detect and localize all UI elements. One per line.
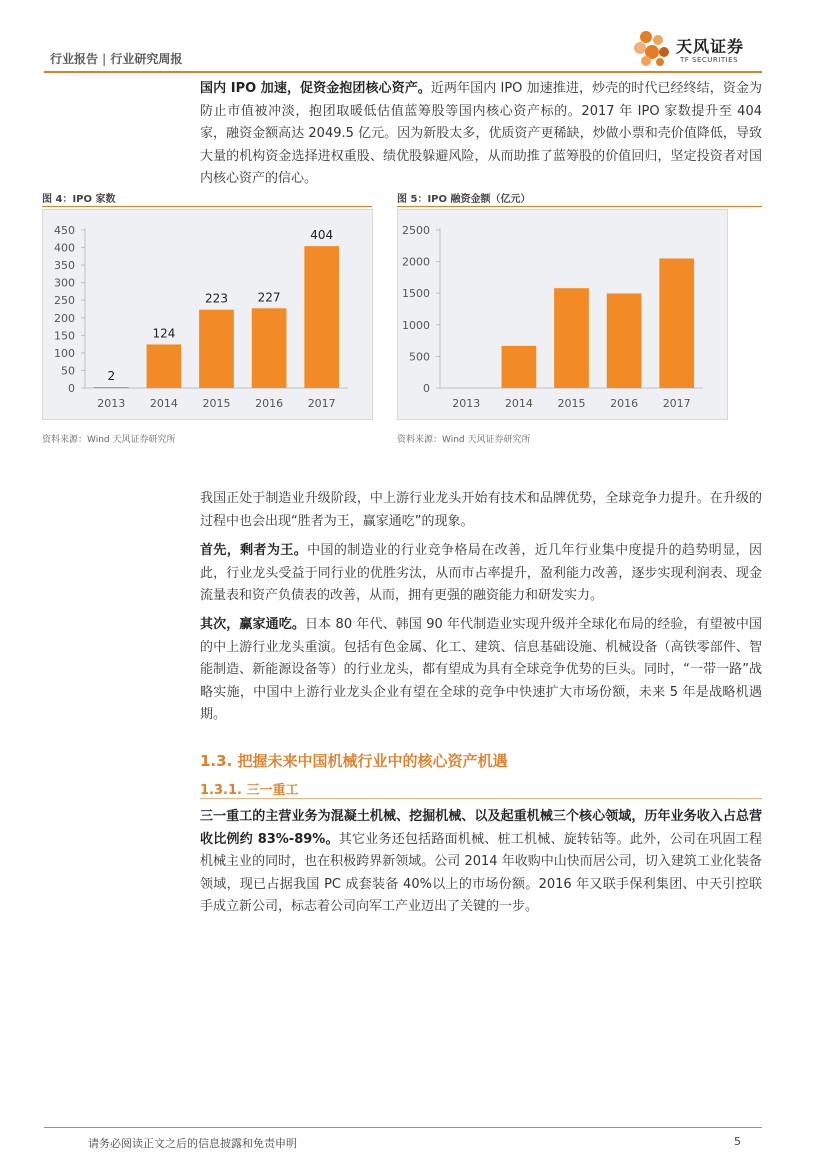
subsection-heading: 1.3.1. 三一重工 <box>200 783 299 798</box>
report-category <box>50 50 182 67</box>
y-tick-label: 1500 <box>402 287 430 301</box>
y-tick-label: 50 <box>61 364 75 378</box>
y-tick-label: 200 <box>54 311 75 325</box>
bar-2014 <box>147 344 182 388</box>
figure-5-source: 资料来源：Wind 天风证券研究所 <box>397 435 531 445</box>
logo-name: 天风证券 <box>676 37 745 56</box>
bar-2015 <box>554 288 589 388</box>
section-heading: 1.3. 把握未来中国机械行业中的核心资产机遇 <box>200 752 508 770</box>
bar-2016 <box>252 308 287 388</box>
data-label: 223 <box>205 291 228 306</box>
x-tick-label: 2015 <box>202 397 231 410</box>
data-label: 227 <box>257 290 281 305</box>
data-label: 124 <box>152 326 176 341</box>
y-tick-label: 2500 <box>402 224 430 237</box>
subsection-rule <box>200 798 762 799</box>
y-tick-label: 250 <box>54 294 75 308</box>
winner-lead: 其次，赢家通吃。 <box>200 617 306 632</box>
footer-disclaimer: 请务必阅读正文之后的信息披露和免责申明 <box>88 1137 297 1150</box>
figure-4-source: 资料来源：Wind 天风证券研究所 <box>42 435 176 445</box>
category-separator: | <box>102 52 107 66</box>
x-tick-label: 2015 <box>557 397 586 410</box>
ipo-count-chart <box>43 210 372 419</box>
intro-body: 近两年国内 IPO 加速推进，炒壳的时代已经终结，资金为防止市值被冲淡，抱团取暖低估值蓝筹股等国内核心资产标的。2017 年 IPO 家数提升至 404 家，融资金额高达 2049.5 亿元。因为新股太多，优质资产更稀缺，炒做小票和壳价值降低，导致大量的机构资金选择进权重股、绩优股躲避风险，从而助推了蓝筹股的价值回归，坚定投资者对国内核心资产的信心。 <box>200 81 763 186</box>
bar-2017 <box>304 246 339 388</box>
y-tick-label: 500 <box>409 350 430 364</box>
figure-4-rule <box>42 206 372 207</box>
bar-2014 <box>502 346 537 388</box>
figure-4-title: 图 4：IPO 家数 <box>42 194 116 205</box>
figure-5-rule <box>397 206 762 207</box>
y-tick-label: 100 <box>54 346 75 360</box>
bar-2013 <box>94 387 129 388</box>
x-tick-label: 2017 <box>662 397 691 410</box>
sany-body: 其它业务还包括路面机械、桩工机械、旋转钻等。此外，公司在巩固工程机械主业的同时，也在积极跨界新领域。公司 2014 年收购中山快而居公司，切入建筑工业化装备领域，现已占据我国 PC 成套装备 40%以上的市场份额。2016 年又联手保利集团、中天引控联手成立新公司，标志着公司向军工产业迈出了关键的一步。 <box>200 831 762 914</box>
y-tick-label: 2000 <box>402 255 430 269</box>
page-number: 5 <box>734 1135 741 1148</box>
y-tick-label: 0 <box>68 382 75 395</box>
bar-2016 <box>607 293 642 388</box>
y-tick-label: 300 <box>54 276 75 290</box>
data-label: 2 <box>107 369 116 383</box>
logo-flower-icon <box>632 28 676 70</box>
y-tick-label: 0 <box>423 382 430 395</box>
logo-english: TF SECURITIES <box>680 56 739 64</box>
intro-paragraph <box>200 78 762 191</box>
bar-2015 <box>199 310 234 388</box>
figure-5-title: 图 5：IPO 融资金额（亿元） <box>397 194 531 205</box>
x-tick-label: 2017 <box>307 397 336 410</box>
y-tick-label: 450 <box>54 224 75 237</box>
intro-lead: 国内 IPO 加速，促资金抱团核心资产。 <box>200 81 431 96</box>
paragraph-winner <box>200 614 762 727</box>
y-tick-label: 400 <box>54 241 75 255</box>
data-label: 404 <box>310 228 334 243</box>
x-tick-label: 2014 <box>504 397 533 410</box>
ipo-amount-chart <box>398 210 727 419</box>
x-tick-label: 2016 <box>255 397 284 410</box>
paragraph-upgrade: 我国正处于制造业升级阶段，中上游行业龙头开始有技术和品牌优势，全球竞争力提升。在升级的过程中也会出现“胜者为王，赢家通吃”的现象。 <box>200 491 762 529</box>
bar-2017 <box>659 258 694 388</box>
header-divider <box>44 71 762 73</box>
y-tick-label: 150 <box>54 329 75 343</box>
sany-lead: 三一重工的主营业务为混凝土机械、挖掘机械、以及起重机械三个核心领域，历年业务收入占总营收比例约 83%-89%。 <box>200 809 762 847</box>
winner-body: 日本 80 年代、韩国 90 年代制造业实现升级并全球化布局的经验，有望被中国的中上游行业龙头重演。包括有色金属、化工、建筑、信息基础设施、机械设备（高铁零部件、智能制造、新能源设备等）的行业龙头，都有望成为具有全球竞争优势的巨头。同时，“一带一路”战略实施，中国中上游行业龙头企业有望在全球的竞争中快速扩大市场份额，未来 5 年是战略机遇期。 <box>200 617 762 722</box>
subcategory-label: 行业研究周报 <box>110 52 183 66</box>
figure-5-chart <box>397 209 728 420</box>
survivor-body: 中国的制造业的行业竞争格局在改善，近几年行业集中度提升的趋势明显，因此，行业龙头受益于同行业的优胜劣汰，从而市占率提升，盈利能力改善，逐步实现利润表、现金流量表和资产负债表的改善，从而，拥有更强的融资能力和研发实力。 <box>200 543 762 603</box>
x-tick-label: 2013 <box>97 397 126 410</box>
footer-divider <box>44 1127 762 1128</box>
paragraph-sany <box>200 806 762 919</box>
y-tick-label: 1000 <box>402 318 430 332</box>
x-tick-label: 2016 <box>610 397 639 410</box>
x-tick-label: 2013 <box>452 397 481 410</box>
survivor-lead: 首先，剩者为王。 <box>200 543 308 558</box>
x-tick-label: 2014 <box>149 397 178 410</box>
paragraph-survivor <box>200 540 762 608</box>
y-tick-label: 350 <box>54 259 75 273</box>
category-label: 行业报告 <box>50 52 99 66</box>
figure-4-chart <box>42 209 373 420</box>
